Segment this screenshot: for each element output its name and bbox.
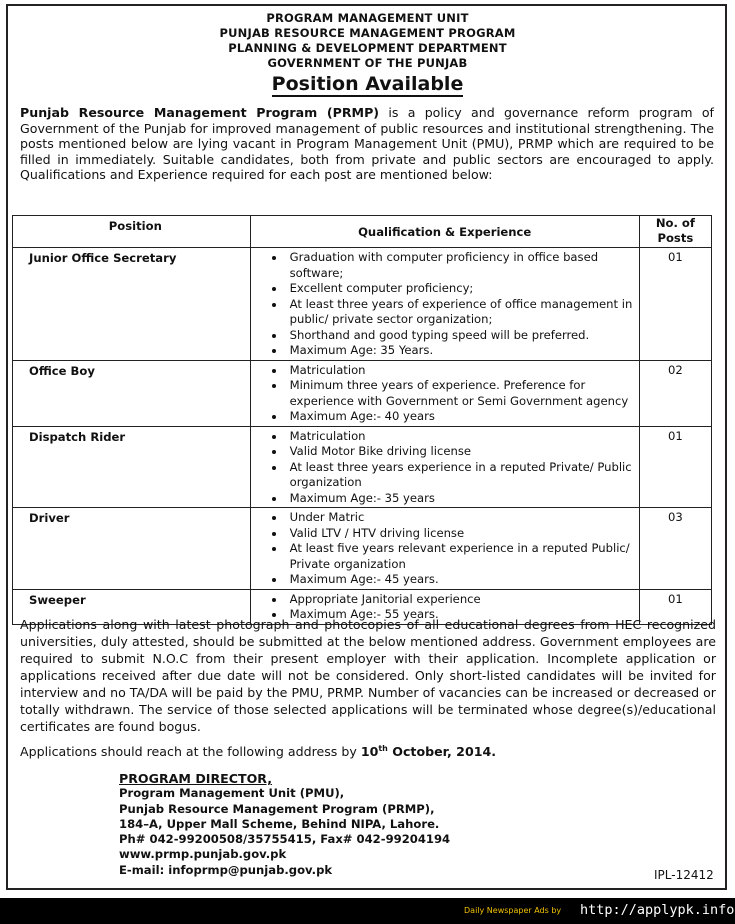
qualification-item: • Graduation with computer proficiency in office based software; [286,250,639,281]
reference-code: IPL-12412 [654,868,714,882]
qualification-item: • Maximum Age:- 35 years [286,491,639,507]
header-line-2: PUNJAB RESOURCE MANAGEMENT PROGRAM [219,26,516,40]
qualification-list [251,510,639,588]
header-line-1: PROGRAM MANAGEMENT UNIT [266,11,469,25]
qualification-list [251,429,639,507]
post-count: 01 [667,428,683,443]
deadline-line: Applications should reach at the following address by 10th October, 2014. [20,744,497,760]
qualification-list [251,250,639,359]
page-title: Position Available [271,73,464,95]
footer-url[interactable]: http://applypk.info [580,902,735,918]
header-position: Position [13,216,251,248]
qualification-item: • At least three years of experience of office management in public/ private sector organization; [286,297,639,328]
qualification-item: • Valid Motor Bike driving license [286,444,639,460]
qualification-item: • Maximum Age:- 45 years. [286,572,639,588]
address-website[interactable]: www.prmp.punjab.gov.pk [119,847,287,862]
address-phone: Ph# 042-99200508/35755415, Fax# 042-99204194 [119,832,451,847]
qualification-item: • Under Matric [286,510,639,526]
post-count: 03 [667,510,683,524]
qualification-item: • Minimum three years of experience. Preference for experience with Government or Semi Government agency [286,378,639,409]
intro-text: is a policy and governance reform program of Government of the Punjab for improved management of public resources and institutional strengthening. The posts mentioned below are lying vacant in Program Management Unit (PMU), PRMP which are required to be filled in immediately. Suitable candidates, both from private and public sectors are encouraged to apply. Qualifications and Experience required for each post are mentioned below: [20,105,714,182]
intro-program-name: Punjab Resource Management Program (PRMP) [20,105,380,120]
position-name: Junior Office Secretary [29,251,177,265]
address-line-2: Punjab Resource Management Program (PRMP), [119,801,435,816]
qualification-item: • Maximum Age:- 40 years [286,409,639,425]
position-name: Dispatch Rider [29,429,126,444]
position-name: Driver [29,511,70,525]
applications-paragraph: Applications along with latest photograph and photocopies of all educational degrees from HEC recognized universities, duly attested, should be submitted at the below mentioned address. Government employees are required to submit N.O.C from their present employer with their application. Incomplete application or applications received after due date will not be considered. Only short-listed candidates will be invited for interview and no TA/DA will be paid by the PMU, PRMP. Number of vacancies can be increased or decreased or totally withdrawn. The service of those selected applications will be terminated whose degree(s)/educational certificates are found bogus. [20,617,716,734]
qualification-item: • Matriculation [286,363,639,379]
table-row [13,508,712,590]
footer-bar [0,898,735,924]
qualification-list [251,363,639,425]
address-line-1: Program Management Unit (PMU), [119,786,345,801]
table-row [13,360,712,426]
address-email[interactable]: E-mail: infoprmp@punjab.gov.pk [119,862,333,877]
qualification-item: • Maximum Age: 35 Years. [286,343,639,359]
position-name: Office Boy [29,363,95,378]
post-count: 01 [667,250,683,264]
address-block [119,771,559,878]
qualification-item: • At least three years experience in a reputed Private/ Public organization [286,460,639,491]
qualification-item: • Shorthand and good typing speed will be preferred. [286,328,639,344]
address-line-3: 184–A, Upper Mall Scheme, Behind NIPA, Lahore. [119,816,440,831]
header-posts: No. of Posts [639,216,711,248]
qualification-item: • Excellent computer proficiency; [286,281,639,297]
header-qualification: Qualification & Experience [250,216,639,248]
address-title: PROGRAM DIRECTOR, [119,771,273,786]
qualification-item: • Matriculation [286,429,639,445]
positions-table [12,215,712,625]
table-row [13,426,712,508]
footer-credit: Daily Newspaper Ads by [464,906,562,915]
post-count: 01 [667,591,683,606]
header-line-4: GOVERNMENT OF THE PUNJAB [267,56,468,70]
qualification-item: • Valid LTV / HTV driving license [286,526,639,542]
table-row [13,248,712,361]
qualification-item: • Appropriate Janitorial experience [286,592,639,608]
post-count: 02 [667,362,683,377]
intro-paragraph [20,105,714,183]
position-name: Sweeper [29,592,86,607]
qualification-item: • At least five years relevant experience in a reputed Public/ Private organization [286,541,639,572]
header-line-3: PLANNING & DEVELOPMENT DEPARTMENT [228,41,507,55]
qualification-item: • Maximum Age:- 55 years. [286,607,639,623]
